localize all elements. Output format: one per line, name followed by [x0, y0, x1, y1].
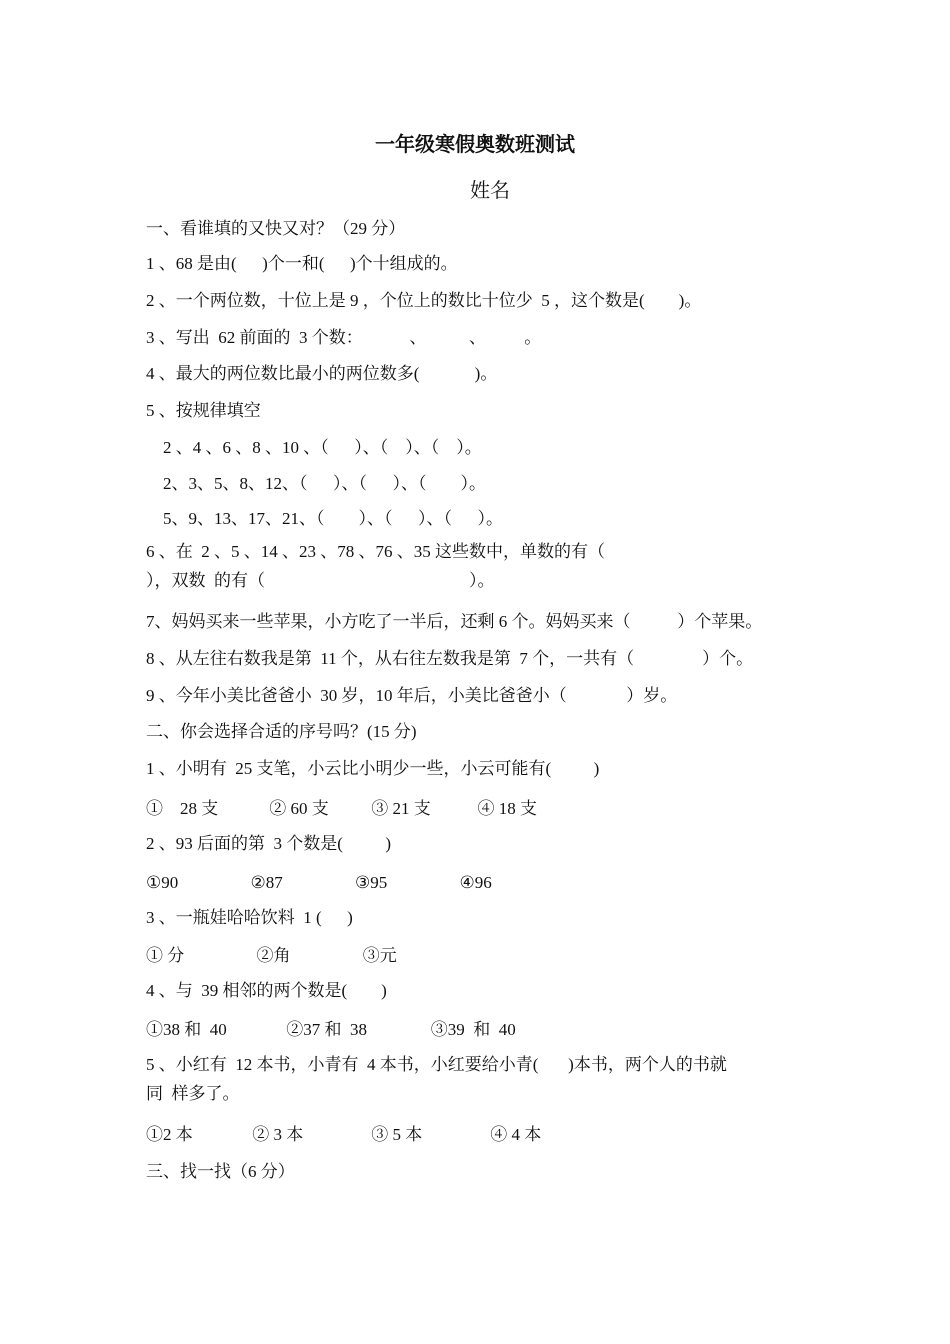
- question-2-4-options: ①38 和 40 ②37 和 38 ③39 和 40: [146, 1020, 516, 1039]
- pattern-row-2: 2、3、5、8、12、（ ）、（ ）、（ ）。: [163, 474, 486, 493]
- question-1-7: 7、妈妈买来一些苹果，小方吃了一半后，还剩 6 个。妈妈买来（ ）个苹果。: [146, 612, 763, 631]
- question-1-6-line2: ），双数 的有（ ）。: [146, 571, 495, 590]
- question-2-5-line1: 5 、小红有 12 本书，小青有 4 本书，小红要给小青( )本书，两个人的书就: [146, 1055, 727, 1074]
- section2-heading: 二、你会选择合适的序号吗？(15 分): [146, 722, 417, 741]
- pattern-row-3: 5、9、13、17、21、（ ）、（ ）、（ ）。: [163, 509, 503, 528]
- question-2-1-options: ① 28 支 ② 60 支 ③ 21 支 ④ 18 支: [146, 799, 537, 818]
- question-1-5: 5 、按规律填空: [146, 401, 261, 420]
- section3-heading: 三、找一找（6 分）: [146, 1162, 295, 1181]
- question-2-2-options: ①90 ②87 ③95 ④96: [146, 873, 492, 892]
- question-1-4: 4 、最大的两位数比最小的两位数多( )。: [146, 364, 498, 383]
- question-1-3: 3 、写出 62 前面的 3 个数： 、 、 。: [146, 328, 542, 347]
- question-2-5-options: ①2 本 ② 3 本 ③ 5 本 ④ 4 本: [146, 1125, 542, 1144]
- question-2-2: 2 、93 后面的第 3 个数是( ): [146, 834, 392, 853]
- question-1-9: 9 、今年小美比爸爸小 30 岁，10 年后，小美比爸爸小（ ）岁。: [146, 686, 678, 705]
- question-1-2: 2 、一个两位数，十位上是 9 ，个位上的数比十位少 5 ，这个数是( )。: [146, 291, 702, 310]
- section1-heading: 一、看谁填的又快又对？（29 分）: [146, 219, 406, 238]
- question-2-3-options: ① 分 ②角 ③元: [146, 946, 397, 965]
- question-2-3: 3 、一瓶娃哈哈饮料 1 ( ): [146, 908, 353, 927]
- question-2-4: 4 、与 39 相邻的两个数是( ): [146, 981, 387, 1000]
- question-2-5-line2: 同 样多了。: [146, 1084, 240, 1103]
- question-2-1: 1 、小明有 25 支笔，小云比小明少一些，小云可能有( ): [146, 759, 600, 778]
- page-title: 一年级寒假奥数班测试: [375, 134, 575, 156]
- question-1-1: 1 、68 是由( )个一和( )个十组成的。: [146, 254, 458, 273]
- question-1-8: 8 、从左往右数我是第 11 个，从右往左数我是第 7 个，一共有（ ）个。: [146, 649, 754, 668]
- name-label: 姓名: [470, 180, 510, 202]
- question-1-6-line1: 6 、在 2 、5 、14 、23 、78 、76 、35 这些数中，单数的有（: [146, 542, 605, 561]
- pattern-row-1: 2 、4 、6 、8 、10 、（ ）、（ ）、（ ）。: [163, 438, 482, 457]
